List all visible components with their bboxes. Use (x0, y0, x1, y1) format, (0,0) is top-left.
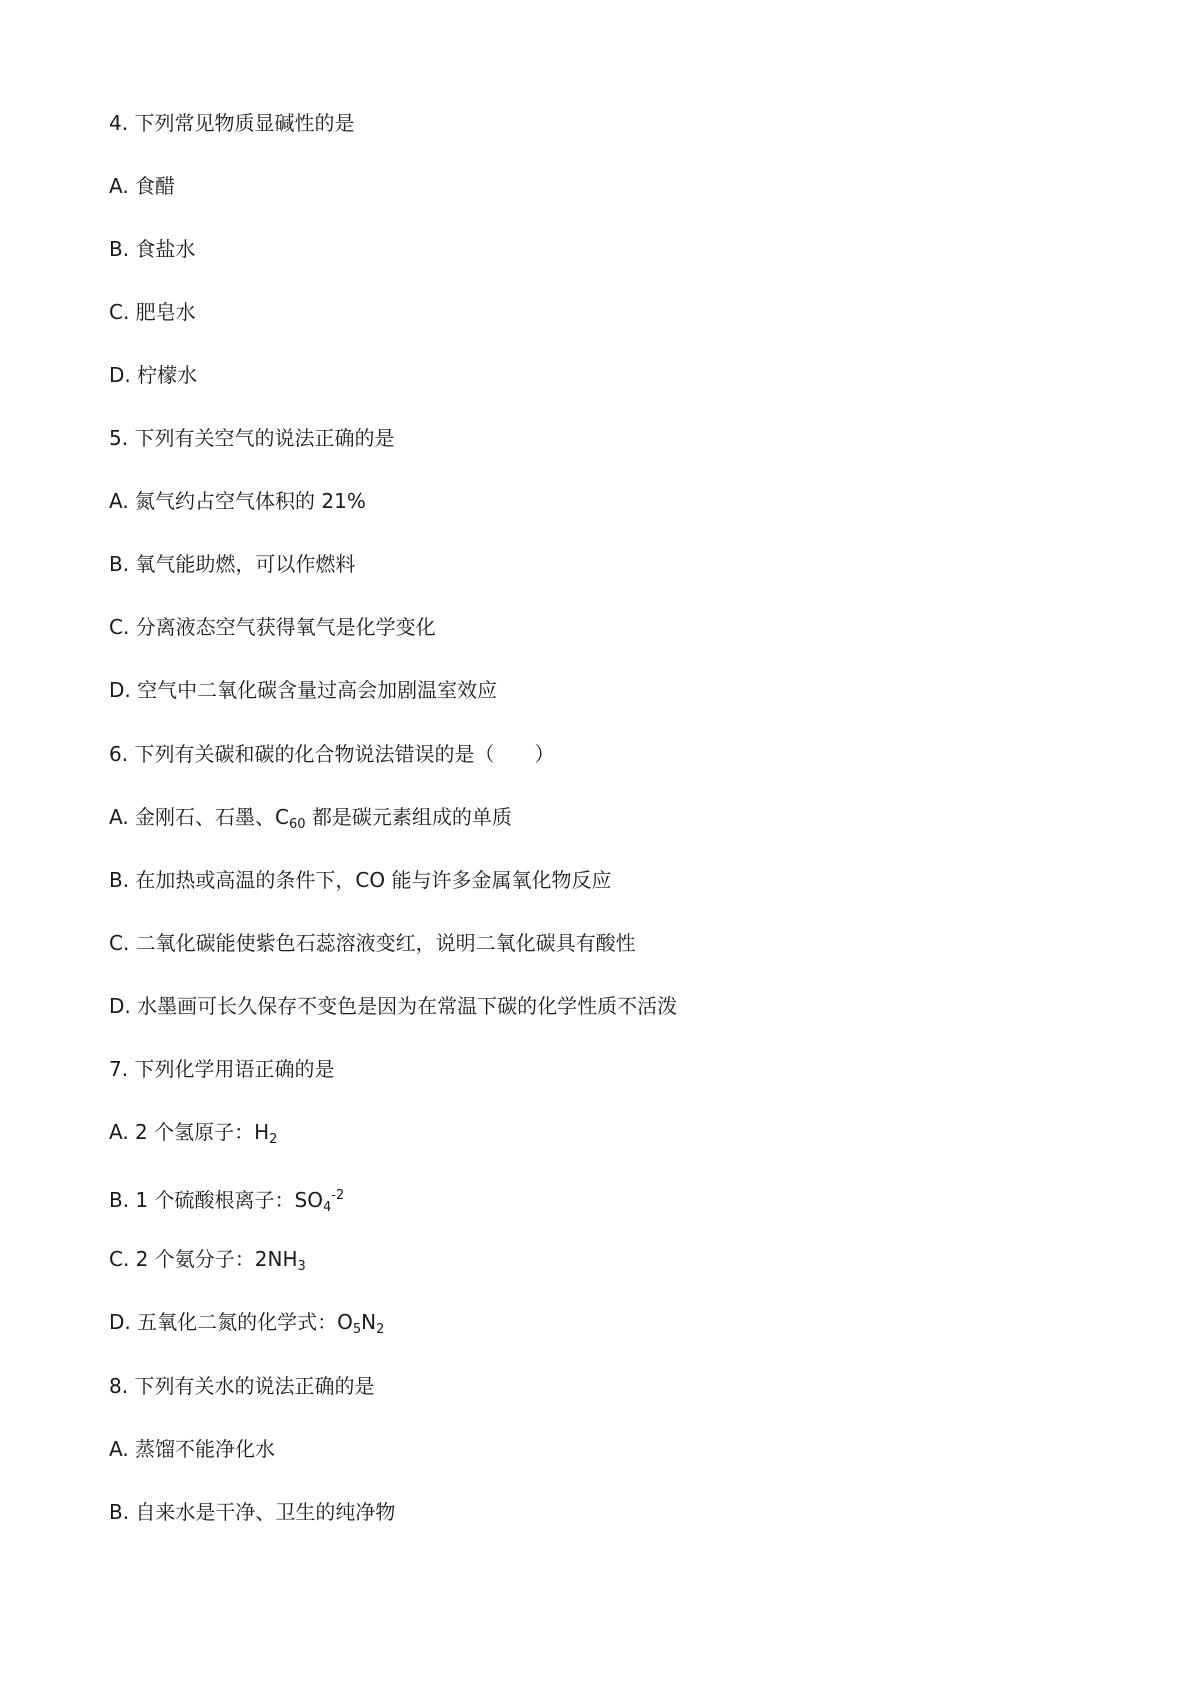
question-5-option-a: A. 氮气约占空气体积的 21% (109, 489, 366, 513)
question-5-option-b: B. 氧气能助燃，可以作燃料 (109, 552, 356, 576)
question-4-option-b: B. 食盐水 (109, 237, 196, 261)
subscript: 4 (322, 1200, 332, 1215)
question-5-stem: 5. 下列有关空气的说法正确的是 (109, 426, 395, 450)
subscript: 2 (269, 1132, 278, 1147)
question-6-option-c: C. 二氧化碳能使紫色石蕊溶液变红，说明二氧化碳具有酸性 (109, 931, 636, 955)
question-5-option-d: D. 空气中二氧化碳含量过高会加剧温室效应 (109, 678, 498, 702)
option-text: D. 五氧化二氮的化学式：O (109, 1310, 353, 1334)
subscript: 3 (297, 1259, 306, 1274)
question-7-option-a (109, 1118, 277, 1154)
question-4-option-a: A. 食醋 (109, 174, 176, 198)
question-7-option-c (109, 1245, 306, 1281)
question-4-stem: 4. 下列常见物质显碱性的是 (109, 111, 355, 135)
subscript: 5 (352, 1322, 362, 1337)
option-text: 都是碳元素组成的单质 (305, 805, 512, 829)
subscript: 2 (376, 1322, 385, 1337)
question-5-option-c: C. 分离液态空气获得氧气是化学变化 (109, 615, 436, 639)
question-8-option-b: B. 自来水是干净、卫生的纯净物 (109, 1500, 396, 1524)
option-text: N (361, 1310, 377, 1334)
question-8-stem: 8. 下列有关水的说法正确的是 (109, 1374, 375, 1398)
question-4-option-d: D. 柠檬水 (109, 363, 198, 387)
question-7-option-b (109, 1182, 344, 1222)
option-text: A. 2 个氢原子：H (109, 1120, 270, 1144)
question-8-option-a: A. 蒸馏不能净化水 (109, 1437, 276, 1461)
question-6-option-a (109, 803, 512, 839)
question-6-option-b: B. 在加热或高温的条件下，CO 能与许多金属氧化物反应 (109, 868, 612, 892)
question-4-option-c: C. 肥皂水 (109, 300, 196, 324)
question-6-option-d: D. 水墨画可长久保存不变色是因为在常温下碳的化学性质不活泼 (109, 994, 678, 1018)
superscript: -2 (331, 1188, 345, 1203)
option-text: B. 1 个硫酸根离子：SO (109, 1188, 323, 1212)
option-text: C. 2 个氨分子：2NH (109, 1247, 298, 1271)
question-7-stem: 7. 下列化学用语正确的是 (109, 1057, 335, 1081)
subscript: 60 (289, 817, 306, 832)
question-7-option-d (109, 1308, 384, 1344)
option-text: A. 金刚石、石墨、C (109, 805, 290, 829)
question-6-stem: 6. 下列有关碳和碳的化合物说法错误的是（ ） (109, 742, 555, 766)
